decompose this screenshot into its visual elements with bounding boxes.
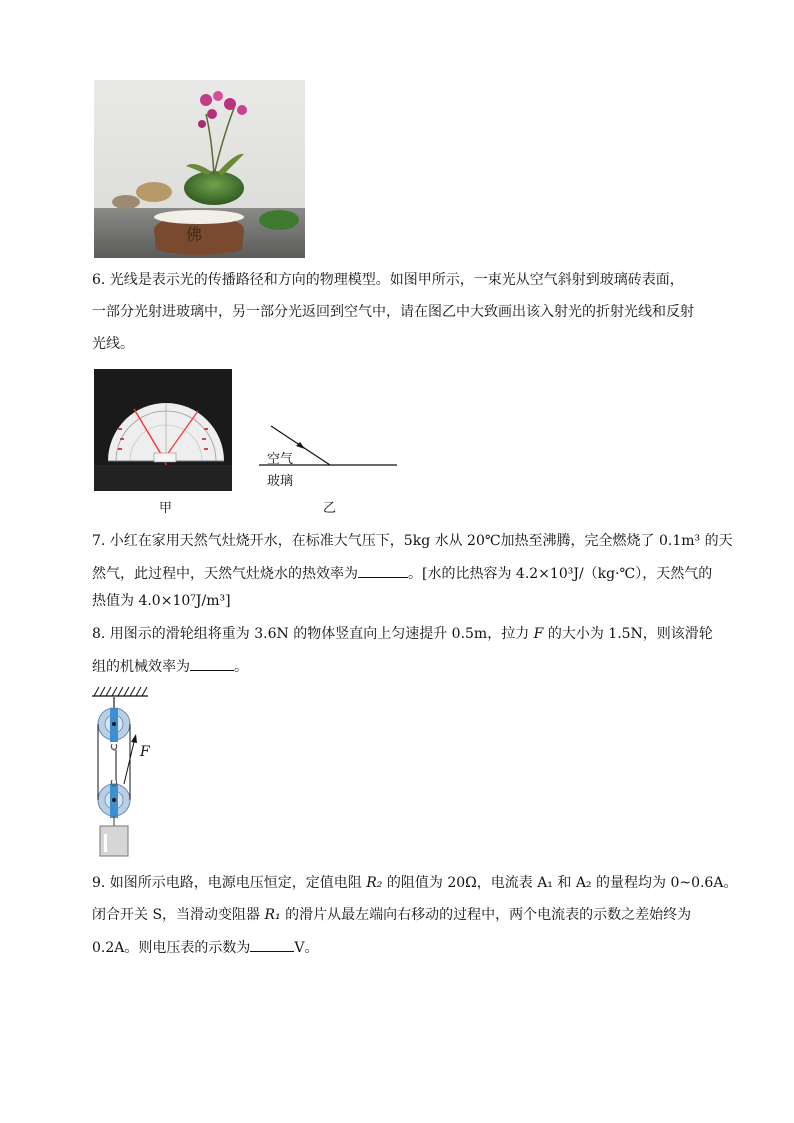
q9-line-1-b: 的阻值为 20Ω，电流表 A₁ 和 A₂ 的量程均为 0~0.6A。 <box>382 875 738 891</box>
q8-line-2-after: 。 <box>234 659 248 675</box>
force-arrow <box>131 734 137 743</box>
q8-answer-blank[interactable] <box>190 656 234 671</box>
q8-line-1-a: 8. 用图示的滑轮组将重为 3.6N 的物体竖直向上匀速提升 0.5m，拉力 <box>92 626 534 642</box>
movable-pulley <box>98 784 130 818</box>
q7-line-2-before: 然气，此过程中，天然气灶烧水的热效率为 <box>92 566 358 582</box>
q8-line-2 <box>92 656 248 677</box>
q9-line-1-a: 9. 如图所示电路，电源电压恒定，定值电阻 <box>92 875 367 891</box>
ceiling-hatching <box>94 687 147 696</box>
pulley-system-diagram <box>90 684 160 860</box>
q9-line-3-before: 0.2A。则电压表的示数为 <box>92 940 251 956</box>
q9-r1-symbol: R₁ <box>264 907 281 923</box>
q8-line-1-b: 的大小为 1.5N，则该滑轮 <box>543 626 713 642</box>
laser-protractor-drawing <box>94 369 232 491</box>
q6-line-2: 一部分光射进玻璃中，另一部分光返回到空气中，请在图乙中大致画出该入射光的折射光线和反射 <box>92 304 694 320</box>
svg-text:佛: 佛 <box>186 225 203 244</box>
q9-r2-symbol: R₂ <box>366 875 383 891</box>
q7-line-3: 热值为 4.0×10⁷J/m³] <box>92 593 231 609</box>
figure-yi-caption: 乙 <box>323 501 337 516</box>
q7-line-2 <box>92 563 712 584</box>
q9-answer-blank[interactable] <box>250 937 294 952</box>
q7-line-1: 7. 小红在家用天然气灶烧开水，在标准大气压下，5kg 水从 20℃加热至沸腾，完全燃烧了 0.1m³ 的天 <box>92 533 733 549</box>
q9-line-2-b: 的滑片从最左端向右移动的过程中，两个电流表的示数之差始终为 <box>280 907 692 923</box>
q9-line-1 <box>92 873 737 893</box>
q9-line-2 <box>92 905 691 925</box>
q8-line-1 <box>92 624 713 644</box>
q7-line-2-after: 。[水的比热容为 4.2×10³J/（kg·℃），天然气的 <box>408 566 713 582</box>
q9-line-3-after: V。 <box>294 940 319 956</box>
q9-line-3 <box>92 937 319 958</box>
q6-line-3: 光线。 <box>92 336 134 352</box>
orchid-photo-drawing <box>94 80 305 258</box>
figure-jia-photo <box>94 369 232 491</box>
levitating-orchid-photo <box>94 80 305 258</box>
fixed-pulley <box>98 708 130 742</box>
label-glass: 玻璃 <box>267 474 294 489</box>
label-air: 空气 <box>267 452 294 467</box>
force-label: F <box>140 744 150 760</box>
q7-answer-blank[interactable] <box>358 563 408 578</box>
q8-line-2-before: 组的机械效率为 <box>92 659 190 675</box>
figure-jia-caption: 甲 <box>159 501 173 516</box>
q9-line-2-a: 闭合开关 S，当滑动变阻器 <box>92 907 265 923</box>
q6-line-1: 6. 光线是表示光的传播路径和方向的物理模型。如图甲所示，一束光从空气斜射到玻璃砖表面， <box>92 272 684 288</box>
q8-force-variable: F <box>533 626 544 642</box>
